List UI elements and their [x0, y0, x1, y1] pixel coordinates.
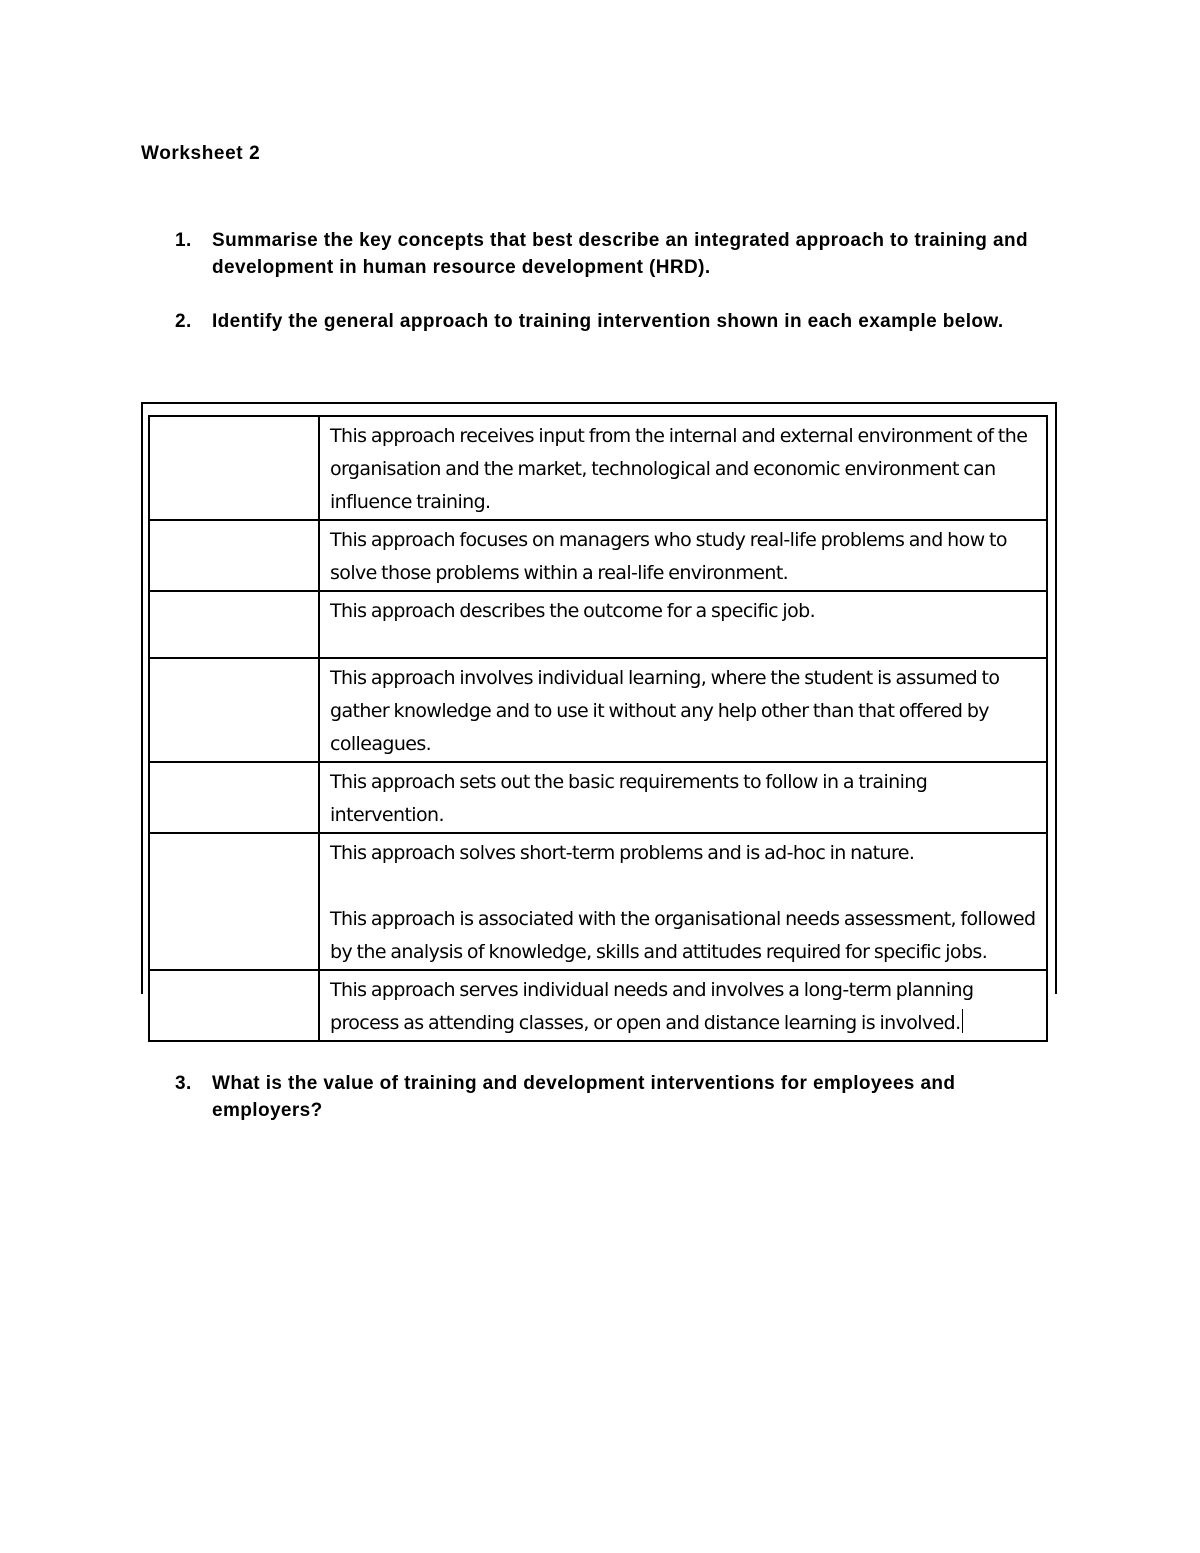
description-cell — [319, 520, 1047, 591]
description-text: This approach focuses on managers who study real-life problems and how to solve those problems within a real-life environment. — [330, 529, 1007, 584]
answer-cell[interactable] — [149, 762, 319, 833]
table-row — [149, 833, 1047, 970]
description-cell — [319, 591, 1047, 658]
question-number: 3. — [175, 1073, 192, 1094]
description-cell — [319, 833, 1047, 970]
description-text — [330, 974, 1038, 1040]
question-text: What is the value of training and development interventions for employees and employers? — [212, 1073, 956, 1121]
question-1 — [141, 227, 1071, 281]
description-text: This approach describes the outcome for a specific job. — [330, 600, 816, 622]
table-row — [149, 762, 1047, 833]
question-text: Identify the general approach to training intervention shown in each example below. — [212, 311, 1004, 332]
description-text: This approach sets out the basic requirements to follow in a training intervention. — [330, 771, 928, 826]
table-row — [149, 658, 1047, 762]
description-text: This approach solves short-term problems and is ad-hoc in nature. — [330, 842, 915, 864]
approach-table — [148, 415, 1048, 1042]
answer-cell[interactable] — [149, 658, 319, 762]
answer-cell[interactable] — [149, 970, 319, 1041]
description-text: This approach is associated with the organisational needs assessment, followed by the analysis of knowledge, skills and attitudes required for specific jobs. — [330, 908, 1036, 963]
description-cell — [319, 416, 1047, 520]
question-text: Summarise the key concepts that best describe an integrated approach to training and development in human resource development (HRD). — [212, 230, 1028, 278]
question-number: 1. — [175, 230, 192, 251]
table-row — [149, 591, 1047, 658]
worksheet-title: Worksheet 2 — [141, 143, 261, 164]
description-cell — [319, 970, 1047, 1041]
answer-cell[interactable] — [149, 416, 319, 520]
description-cell — [319, 658, 1047, 762]
table-row — [149, 520, 1047, 591]
answer-cell[interactable] — [149, 833, 319, 970]
question-2 — [141, 308, 1071, 335]
description-cell — [319, 762, 1047, 833]
answer-cell[interactable] — [149, 591, 319, 658]
description-text: This approach receives input from the internal and external environment of the organisation and the market, technological and economic environment can influence training. — [330, 425, 1028, 513]
description-text: This approach involves individual learning, where the student is assumed to gather knowledge and to use it without any help other than that offered by colleagues. — [330, 667, 1000, 755]
answer-cell[interactable] — [149, 520, 319, 591]
question-number: 2. — [175, 311, 192, 332]
table-row — [149, 970, 1047, 1041]
question-3 — [141, 1070, 1071, 1124]
description-text-content: This approach serves individual needs and involves a long-term planning process as attending classes, or open and distance learning is involved. — [330, 979, 974, 1034]
table-row — [149, 416, 1047, 520]
text-cursor — [962, 1009, 963, 1033]
